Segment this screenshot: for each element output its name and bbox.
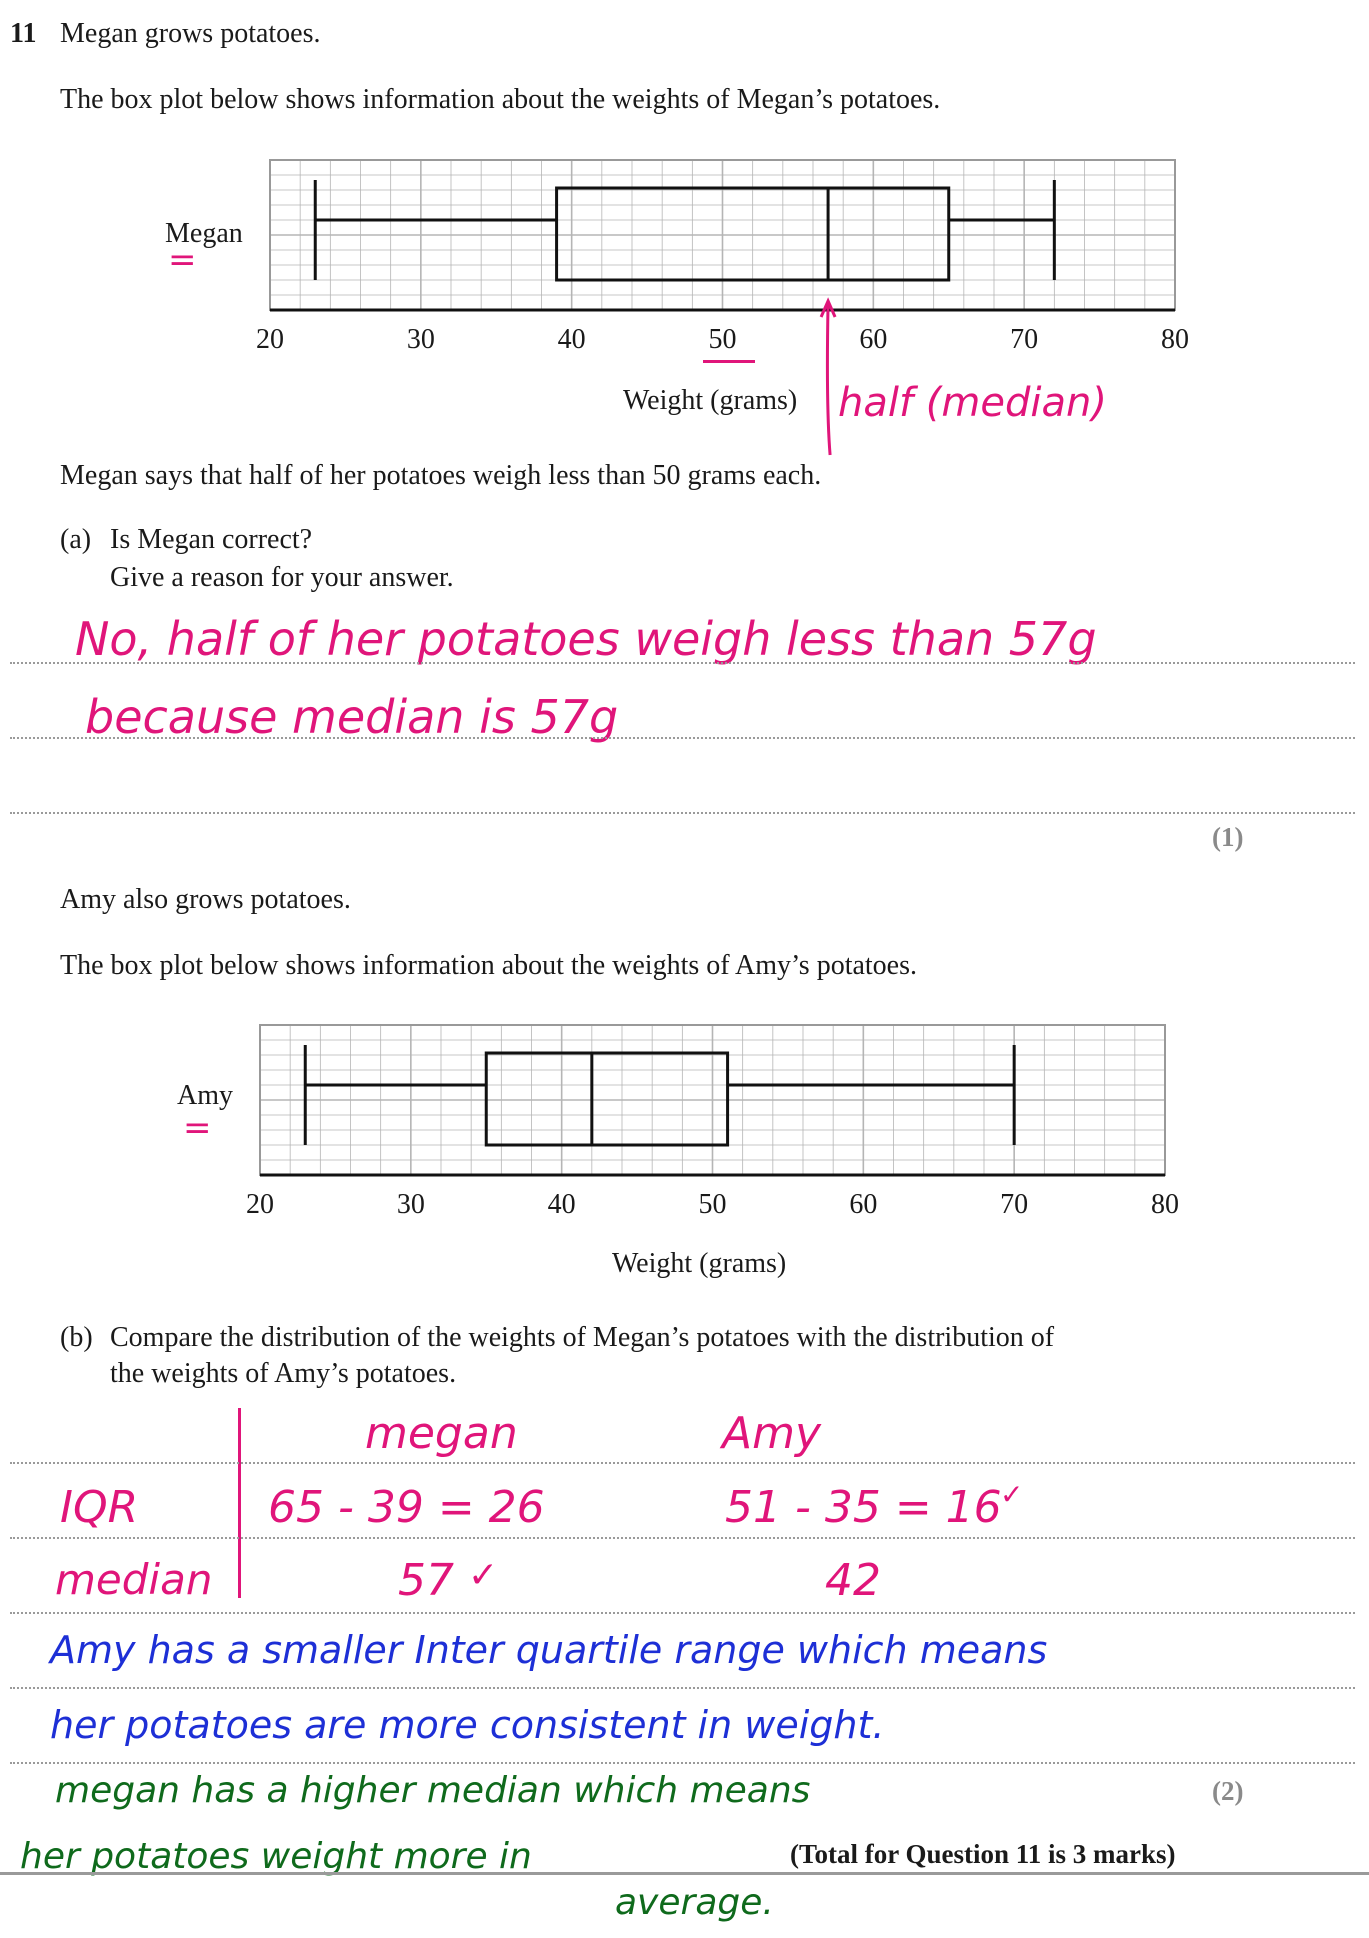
blue-answer-line-2: her potatoes are more consistent in weight.: [50, 1703, 885, 1747]
megan-iqr: 65 - 39 = 26: [268, 1482, 545, 1533]
x-tick-label: 50: [698, 1189, 727, 1220]
interquartile-box: [486, 1053, 727, 1145]
amy-iqr-tick: ✓: [1000, 1478, 1024, 1511]
amy-plot-label: Amy: [177, 1080, 233, 1111]
answer-line-b1: [10, 1462, 1355, 1464]
green-answer-line-1: megan has a higher median which means: [55, 1770, 811, 1811]
answer-line-a3: [10, 812, 1355, 814]
table-divider: [238, 1408, 241, 1598]
x-tick-label: 70: [1000, 1189, 1029, 1220]
plot-grid: [270, 160, 1175, 310]
x-tick-label: 50: [708, 324, 737, 355]
question-number: 11: [10, 18, 37, 49]
blue-answer-line-1: Amy has a smaller Inter quartile range which means: [50, 1628, 1048, 1672]
x-tick-label: 30: [406, 324, 435, 355]
row-label-median: median: [55, 1555, 213, 1604]
part-a-marks: (1): [1212, 822, 1244, 852]
megan-label-underline-mark: =: [168, 240, 197, 280]
amy-label-underline-mark: =: [183, 1108, 212, 1148]
total-marks: (Total for Question 11 is 3 marks): [790, 1839, 1176, 1869]
x-tick-label: 20: [246, 1189, 274, 1220]
x-tick-label: 70: [1010, 324, 1039, 355]
x-tick-label: 60: [849, 1189, 878, 1220]
answer-line-b5: [10, 1762, 1355, 1764]
answer-line-b2: [10, 1537, 1355, 1539]
part-b-question-line-2: the weights of Amy’s potatoes.: [110, 1358, 457, 1389]
megan-description: The box plot below shows information about the weights of Megan’s potatoes.: [60, 84, 941, 115]
fifty-underline-mark: [703, 360, 755, 363]
median-arrow: [827, 303, 830, 455]
table-header-amy: Amy: [722, 1408, 821, 1459]
part-a-instruction: Give a reason for your answer.: [110, 562, 454, 593]
x-tick-label: 30: [396, 1189, 425, 1220]
megan-median-tick: ✓: [468, 1555, 499, 1596]
answer-line-a2: [10, 737, 1355, 739]
x-tick-label: 60: [859, 324, 888, 355]
x-tick-label: 40: [547, 1189, 576, 1220]
part-a-label: (a): [60, 524, 92, 555]
x-tick-label: 80: [1151, 1189, 1179, 1220]
green-answer-line-3: average.: [615, 1882, 774, 1923]
amy-box-plot: [246, 1020, 1185, 1280]
row-label-iqr: IQR: [60, 1482, 139, 1533]
x-tick-label: 80: [1161, 324, 1189, 355]
megan-median: 57: [398, 1555, 454, 1606]
amy-iqr: 51 - 35 = 16: [725, 1482, 1002, 1533]
answer-line-b3: [10, 1612, 1355, 1614]
answer-line-b4: [10, 1687, 1355, 1689]
amy-description: The box plot below shows information about the weights of Amy’s potatoes.: [60, 950, 918, 981]
megan-x-axis-label: Weight (grams): [623, 385, 798, 416]
answer-line-a1: [10, 662, 1355, 664]
megan-plot-label: Megan: [165, 218, 243, 249]
green-answer-line-2: her potatoes weight more in: [20, 1836, 532, 1877]
megan-box-plot: [256, 155, 1195, 415]
median-annotation: half (median): [838, 380, 1107, 426]
plot-grid: [260, 1025, 1165, 1175]
amy-x-axis-label: Weight (grams): [612, 1248, 787, 1279]
amy-median: 42: [825, 1555, 881, 1606]
part-b-marks: (2): [1212, 1776, 1244, 1806]
table-header-megan: megan: [365, 1408, 518, 1459]
amy-intro: Amy also grows potatoes.: [60, 884, 351, 915]
part-b-question-line-1: Compare the distribution of the weights of Megan’s potatoes with the distribution of: [110, 1322, 1055, 1353]
claim-text: Megan says that half of her potatoes weigh less than 50 grams each.: [60, 460, 822, 491]
part-a-question: Is Megan correct?: [110, 524, 313, 555]
answer-a-line-2: because median is 57g: [85, 690, 619, 744]
x-tick-label: 40: [557, 324, 586, 355]
bottom-rule: [0, 1872, 1369, 1875]
part-b-label: (b): [60, 1322, 93, 1353]
answer-a-line-1: No, half of her potatoes weigh less than 57g: [75, 612, 1097, 666]
question-intro: Megan grows potatoes.: [60, 18, 321, 49]
x-tick-label: 20: [256, 324, 284, 355]
